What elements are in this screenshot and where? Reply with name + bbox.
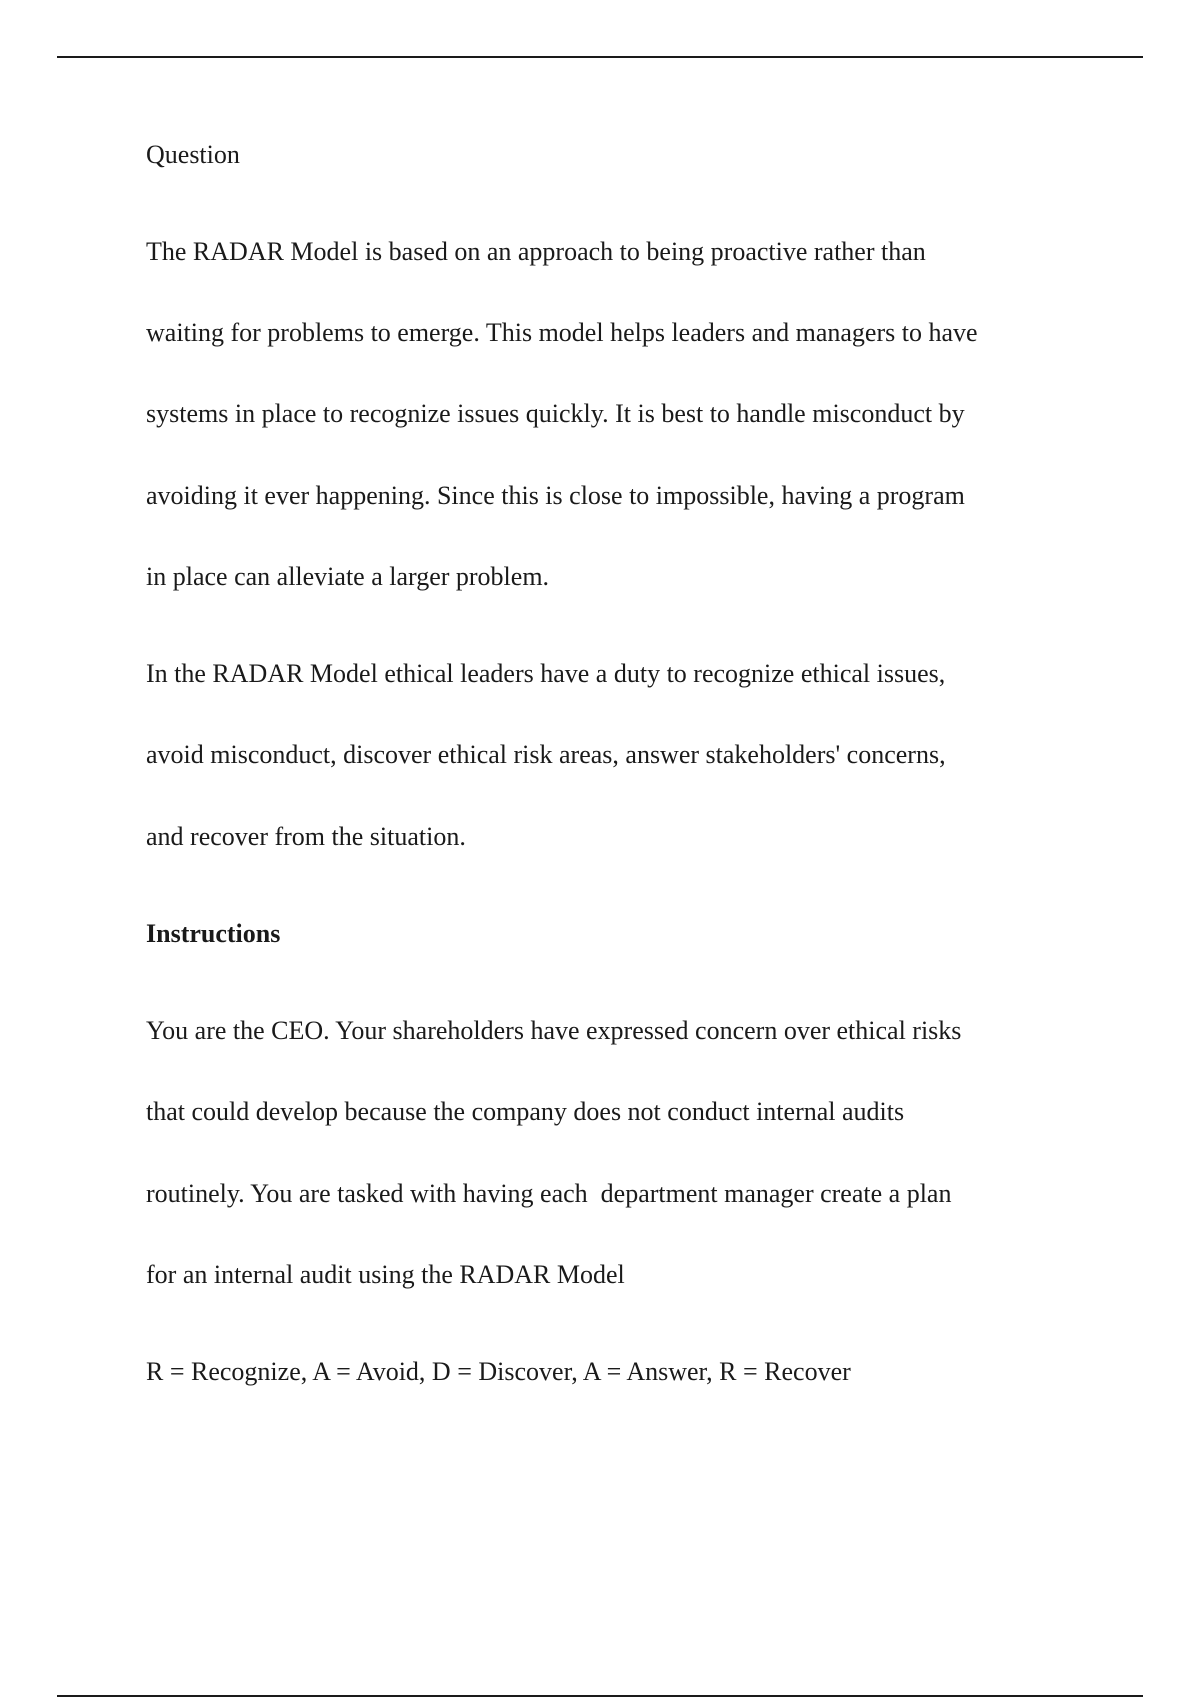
paragraph-1-line-5: in place can alleviate a larger problem. <box>146 562 550 591</box>
header-rule <box>57 56 1143 58</box>
paragraph-2-line-3: and recover from the situation. <box>146 822 466 851</box>
paragraph-1-line-2: waiting for problems to emerge. This model helps leaders and managers to have <box>146 318 978 347</box>
paragraph-1-line-1: The RADAR Model is based on an approach to being proactive rather than <box>146 237 926 266</box>
paragraph-3-line-1: You are the CEO. Your shareholders have expressed concern over ethical risks <box>146 1016 962 1045</box>
instructions-heading: Instructions <box>146 919 281 948</box>
paragraph-2-line-1: In the RADAR Model ethical leaders have a duty to recognize ethical issues, <box>146 659 946 688</box>
paragraph-2-line-2: avoid misconduct, discover ethical risk areas, answer stakeholders' concerns, <box>146 740 946 769</box>
paragraph-1-line-4: avoiding it ever happening. Since this is close to impossible, having a program <box>146 481 965 510</box>
paragraph-1-line-3: systems in place to recognize issues quickly. It is best to handle misconduct by <box>146 399 965 428</box>
paragraph-3-line-2: that could develop because the company does not conduct internal audits <box>146 1097 905 1126</box>
paragraph-3-line-4: for an internal audit using the RADAR Model <box>146 1260 625 1289</box>
radar-legend: R = Recognize, A = Avoid, D = Discover, A = Answer, R = Recover <box>146 1357 851 1386</box>
question-heading: Question <box>146 140 240 169</box>
paragraph-3-line-3: routinely. You are tasked with having each department manager create a plan <box>146 1179 952 1208</box>
footer-rule <box>57 1695 1143 1697</box>
